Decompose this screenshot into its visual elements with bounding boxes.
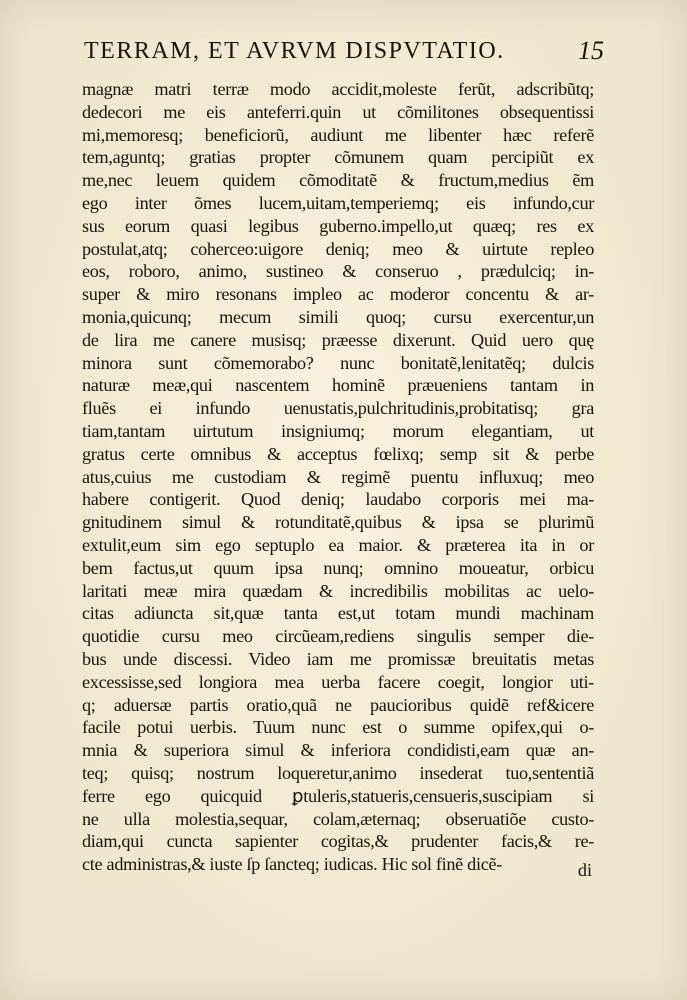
body-text	[82, 78, 594, 876]
text-line: facile potui uerbis. Tuum nunc est o summe opifex,qui o-	[82, 717, 594, 738]
page-header	[84, 38, 604, 74]
text-line: bem factus,ut quum ipsa nunq; omnino moueatur, orbicu	[82, 557, 594, 578]
text-line: teq; quisq; nostrum loqueretur,animo insederat tuo,sententiã	[82, 762, 594, 783]
text-line: tiam,tantam uirtutum insigniumq; morum elegantiam, ut	[82, 420, 594, 441]
text-line: cte administras,& iuste ſp ſancteq; iudicas. Hic sol finẽ dicẽ-	[82, 854, 502, 875]
text-line: naturæ meæ,qui nascentem hominẽ præueniens tantam in	[82, 375, 594, 396]
text-line: atus,cuius me custodiam & regimẽ puentu influxuq; meo	[82, 466, 594, 487]
text-line: gratus certe omnibus & acceptus fœlixq; semp sit & perbe	[82, 443, 594, 464]
text-line: diam,qui cuncta sapienter cogitas,& prudenter facis,& re-	[82, 831, 594, 852]
text-line: mnia & superiora simul & inferiora condidisti,eam quæ an-	[82, 740, 594, 761]
text-line: minora sunt cõmemorabo? nunc bonitatẽ,lenitatẽq; dulcis	[82, 352, 594, 373]
text-line: ego inter õmes lucem,uitam,temperiemq; eis infundo,cur	[82, 192, 594, 213]
text-line: monia,quicunq; mecum simili quoq; cursu exercentur,un	[82, 306, 594, 327]
text-line: fluẽs ei infundo uenustatis,pulchritudinis,probitatisq; gra	[82, 398, 594, 419]
text-line: mi,memoresq; beneficiorũ, audiunt me libenter hæc referẽ	[82, 124, 594, 145]
catchword: di	[577, 860, 592, 880]
text-line: gnitudinem simul & rotunditatẽ,quibus & ipsa se plurimũ	[82, 512, 594, 533]
text-line: habere contigerit. Quod deniq; laudabo corporis mei ma-	[82, 489, 594, 510]
text-line: bus unde discessi. Video iam me promissæ breuitatis metas	[82, 648, 594, 669]
text-line: tem,aguntq; gratias propter cõmunem quam percipiũt ex	[82, 147, 594, 168]
text-line: eos, roboro, animo, sustineo & conseruo , prædulciq; in-	[82, 261, 594, 282]
text-line: dedecori me eis anteferri.quin ut cõmilitones obsequentissi	[82, 101, 594, 122]
text-line: ferre ego quicquid ꝑtuleris,statueris,censueris,suscipiam si	[82, 785, 594, 806]
text-line: citas adiuncta sit,quæ tanta est,ut totam mundi machinam	[82, 603, 594, 624]
running-head: TERRAM, ET AVRVM DISPVTATIO.	[84, 38, 505, 64]
text-line: me,nec leuem quidem cõmoditatẽ & fructum,medius ẽm	[82, 170, 594, 191]
text-line: postulat,atq; coherceo:uigore deniq; meo & uirtute repleo	[82, 238, 594, 259]
page-number: 15	[578, 36, 604, 65]
text-line: super & miro resonans impleo ac moderor concentu & ar-	[82, 284, 594, 305]
text-line: magnæ matri terræ modo accidit,moleste ferũt, adscribũtq;	[82, 79, 594, 99]
text-line: excessisse,sed longiora mea uerba facere coegit, longior uti-	[82, 671, 594, 692]
text-line: de lira me canere musisq; præesse dixerunt. Quid uero quę	[82, 329, 594, 350]
text-line: laritati meæ mira quædam & incredibilis mobilitas ac uelo-	[82, 580, 594, 601]
text-line: ne ulla molestia,sequar, colam,æternaq; obseruatiõe custo-	[82, 808, 594, 829]
text-line: quotidie cursu meo circũeam,rediens singulis semper die-	[82, 626, 594, 647]
text-line: q; aduersæ partis oratio,quã ne paucioribus quidẽ ref&icere	[82, 694, 594, 715]
text-line: extulit,eum sim ego septuplo ea maior. & præterea ita in or	[82, 534, 594, 555]
text-line: sus eorum quasi legibus guberno.impello,ut quæq; res ex	[82, 215, 594, 236]
